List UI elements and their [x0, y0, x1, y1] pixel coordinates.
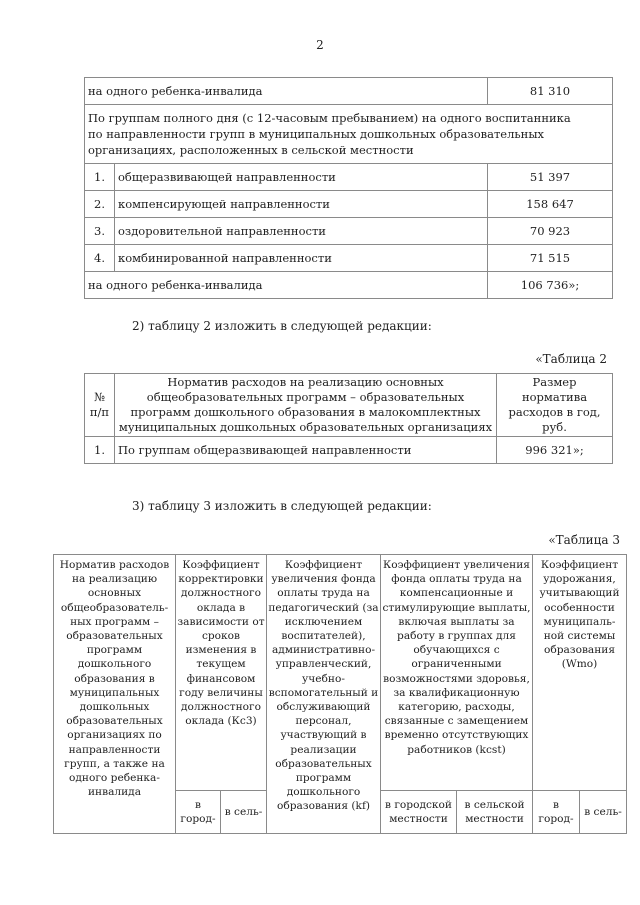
row-value: 51 397 [488, 164, 613, 191]
header-kcst: Коэффициент увеличения фонда оплаты труда на компенсационные и стимулирующие выплаты, включая выплаты за работу в группах для обучающихся с ограниченными возможностями здоровья, за квалификационную категорию, расходы, связанные с замещением временно отсутствующих работников (kcst) [381, 555, 533, 791]
table-row [85, 218, 613, 245]
table-row [85, 245, 613, 272]
row-number: 3. [85, 218, 115, 245]
table-row [85, 272, 613, 299]
row-value: 106 736»; [488, 272, 613, 299]
subheader-ksz-rural: в сель- [221, 791, 267, 834]
row-label: на одного ребенка-инвалида [85, 78, 488, 105]
row-number: 1. [85, 437, 115, 464]
table-row [85, 78, 613, 105]
table-2 [84, 373, 613, 464]
header-ksz: Коэффициент корректировки должностного оклада в зависимости от сроков изменения в текущем финансовом году величины должностного оклада (Кс3) [176, 555, 267, 791]
row-label: По группам общеразвивающей направленности [115, 437, 497, 464]
paragraph-item-2: 2) таблицу 2 изложить в следующей редакции: [132, 319, 432, 333]
row-number: 4. [85, 245, 115, 272]
row-value: 81 310 [488, 78, 613, 105]
row-number: 1. [85, 164, 115, 191]
table-row [85, 437, 613, 464]
header-num: № п/п [85, 374, 115, 437]
table-row [85, 164, 613, 191]
row-value: 996 321»; [497, 437, 613, 464]
table-2-caption: «Таблица 2 [535, 352, 607, 366]
row-label: компенсирующей направленности [115, 191, 488, 218]
table-3-caption: «Таблица 3 [548, 533, 620, 547]
row-label: комбинированной направленности [115, 245, 488, 272]
header-size: Размер норматива расходов в год, руб. [497, 374, 613, 437]
table-row [85, 191, 613, 218]
section-header-text: По группам полного дня (с 12-часовым пребыванием) на одного воспитанника по направленности групп в муниципальных дошкольных образовательных организациях, расположенных в сельской местности [85, 105, 613, 164]
table-section-header [85, 105, 613, 164]
paragraph-item-3: 3) таблицу 3 изложить в следующей редакции: [132, 499, 432, 513]
table-header-row [85, 374, 613, 437]
subheader-kcst-rural: в сельской местности [457, 791, 533, 834]
row-label: оздоровительной направленности [115, 218, 488, 245]
table-3 [53, 554, 627, 834]
row-value: 70 923 [488, 218, 613, 245]
header-norm: Норматив расходов на реализацию основных общеобразователь-ных программ – образовательных программ дошкольного образования в муниципальных дошкольных образовательных организациях по направленности групп, а также на одного ребенка-инвалида [54, 555, 176, 834]
row-value: 71 515 [488, 245, 613, 272]
subheader-wmo-rural: в сель- [580, 791, 627, 834]
page-number: 2 [316, 38, 324, 52]
header-wmo: Коэффициент удорожания, учитывающий особенности муниципаль-ной системы образования (Wmo) [533, 555, 627, 791]
row-label: общеразвивающей направленности [115, 164, 488, 191]
row-number: 2. [85, 191, 115, 218]
header-kf: Коэффициент увеличения фонда оплаты труда на педагогический (за исключением воспитателей), административно-управленческий, учебно-вспомогательный и обслуживающий персонал, участвующий в реализации образовательных программ дошкольного образования (kf) [267, 555, 381, 834]
subheader-ksz-city: в город- [176, 791, 221, 834]
subheader-wmo-city: в город- [533, 791, 580, 834]
header-norm: Норматив расходов на реализацию основных общеобразовательных программ – образовательных программ дошкольного образования в малокомплектных муниципальных дошкольных образовательных организациях [115, 374, 497, 437]
table-1-continuation [84, 77, 613, 299]
row-value: 158 647 [488, 191, 613, 218]
row-label: на одного ребенка-инвалида [85, 272, 488, 299]
table-header-row [54, 555, 627, 791]
subheader-kcst-city: в городской местности [381, 791, 457, 834]
